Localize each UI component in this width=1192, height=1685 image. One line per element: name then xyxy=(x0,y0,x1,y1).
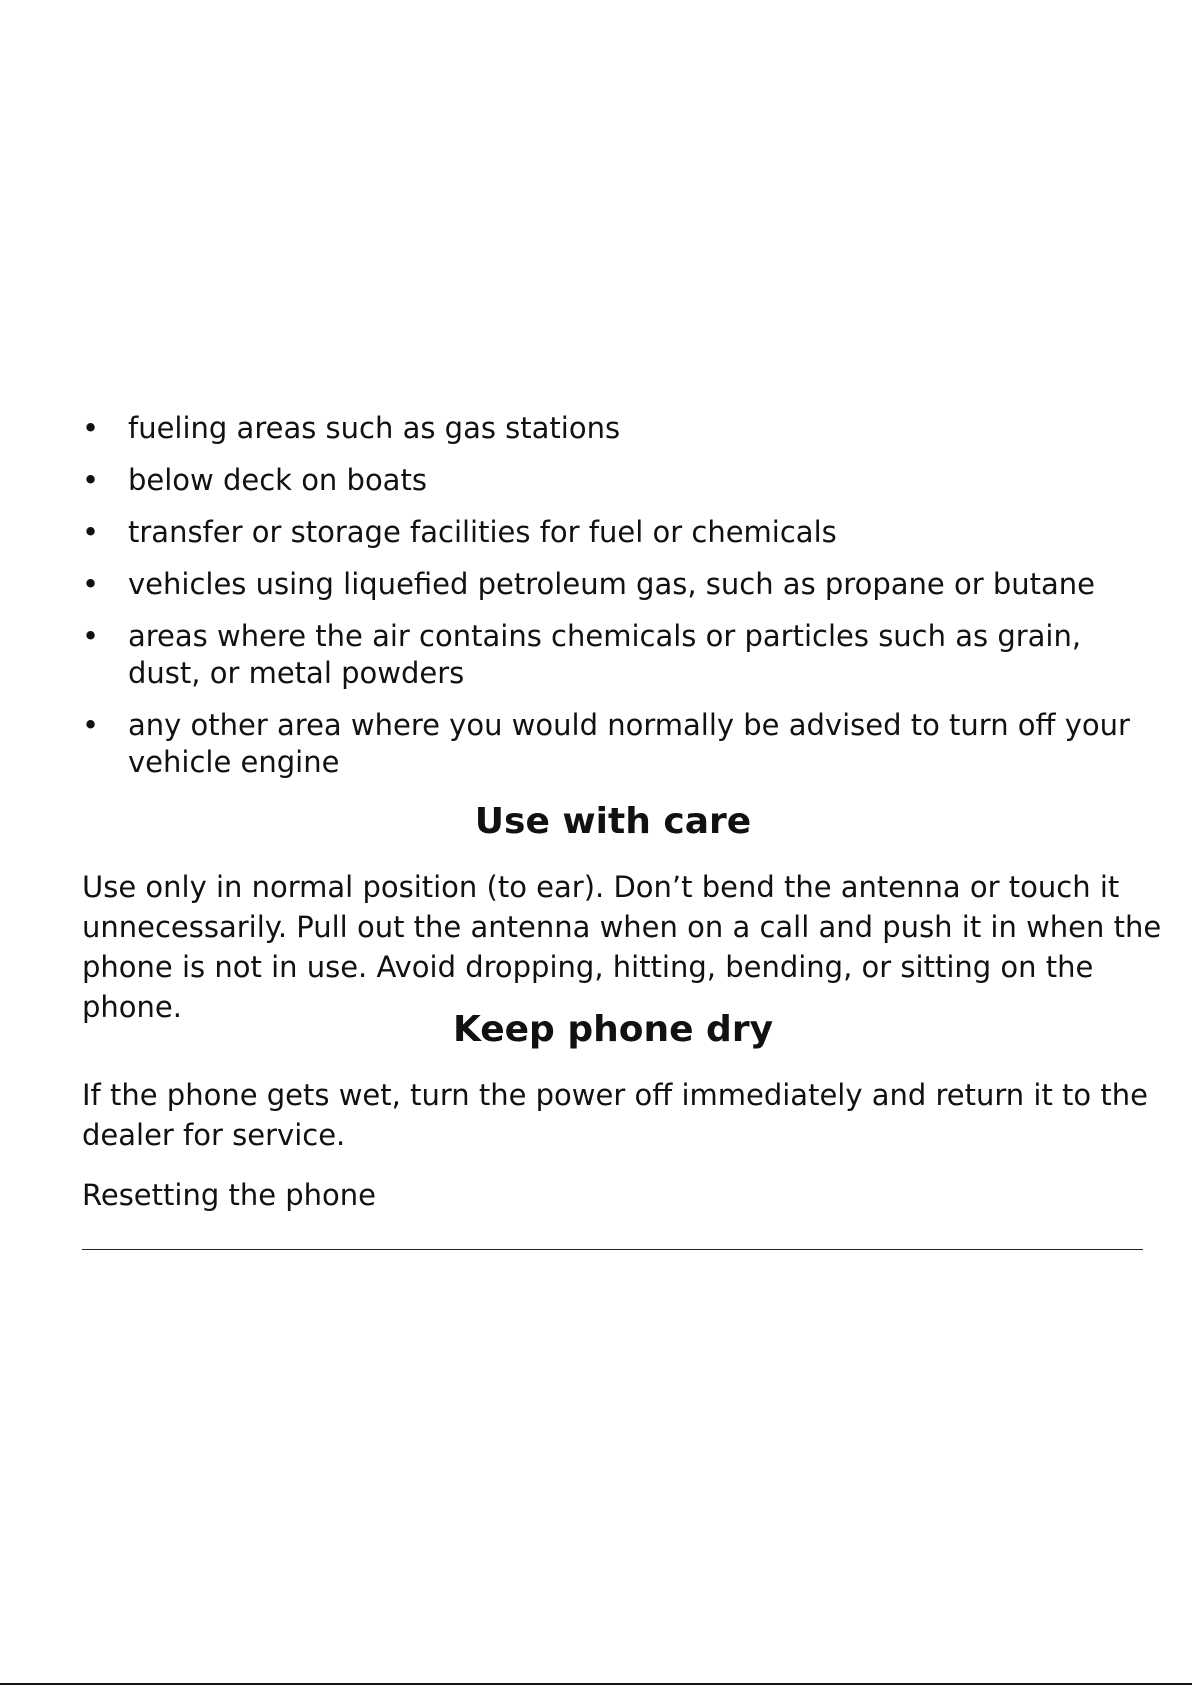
list-item xyxy=(80,618,1140,692)
list-item-text: transfer or storage facilities for fuel or chemicals xyxy=(128,515,837,549)
hazard-list xyxy=(80,410,1140,796)
section-heading-use-with-care: Use with care xyxy=(474,801,752,842)
list-item-text: fueling areas such as gas stations xyxy=(128,411,621,445)
section-body-keep-phone-dry: If the phone gets wet, turn the power off immediately and return it to the dealer for service. xyxy=(82,1078,1148,1152)
bullet-icon: • xyxy=(82,619,100,653)
list-item-text: any other area where you would normally be advised to turn off your vehicle engine xyxy=(128,708,1130,779)
bullet-icon: • xyxy=(82,515,100,549)
divider xyxy=(82,1249,1143,1250)
list-item xyxy=(80,410,1140,447)
list-item-text: below deck on boats xyxy=(128,463,427,497)
bullet-icon: • xyxy=(82,411,100,445)
section-body-use-with-care: Use only in normal position (to ear). Don’t bend the antenna or touch it unnecessarily. Pull out the antenna when on a call and push it in when the phone is not in use. Avoid dropping, hitting, bending, or sitting on the phone. xyxy=(82,870,1162,1024)
list-item xyxy=(80,566,1140,603)
next-section-label: Resetting the phone xyxy=(82,1178,377,1212)
bullet-icon: • xyxy=(82,567,100,601)
list-item-text: vehicles using liquefied petroleum gas, such as propane or butane xyxy=(128,567,1095,601)
bullet-icon: • xyxy=(82,708,100,742)
section-heading-keep-phone-dry: Keep phone dry xyxy=(452,1009,774,1050)
list-item xyxy=(80,707,1140,781)
list-item xyxy=(80,514,1140,551)
list-item-text: areas where the air contains chemicals or particles such as grain, dust, or metal powders xyxy=(128,619,1082,690)
list-item xyxy=(80,462,1140,499)
bullet-icon: • xyxy=(82,463,100,497)
